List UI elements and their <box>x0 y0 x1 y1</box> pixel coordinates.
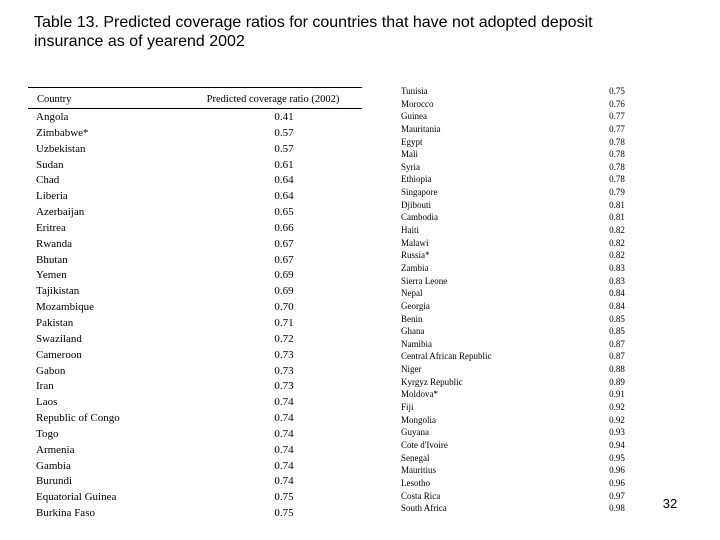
coverage-ratio: 0.85 <box>609 326 625 337</box>
country-name: Cambodia <box>401 212 438 223</box>
country-name: Georgia <box>401 300 430 311</box>
table-row <box>28 173 362 189</box>
country-name: Equatorial Guinea <box>36 491 117 504</box>
coverage-ratio: 0.57 <box>274 142 294 155</box>
coverage-ratio: 0.83 <box>609 262 625 273</box>
table-row <box>28 142 362 158</box>
coverage-ratio: 0.61 <box>274 158 294 171</box>
coverage-ratio: 0.64 <box>274 190 294 203</box>
coverage-ratio: 0.97 <box>609 490 625 501</box>
table-row <box>28 189 362 205</box>
table-row <box>28 316 362 332</box>
country-name: Tunisia <box>401 86 428 96</box>
coverage-ratio: 0.73 <box>274 380 294 393</box>
coverage-ratio: 0.67 <box>274 253 294 266</box>
coverage-ratio: 0.78 <box>609 149 625 160</box>
table-row <box>28 332 362 348</box>
country-name: Sudan <box>36 158 64 171</box>
country-name: Swaziland <box>36 332 82 345</box>
coverage-ratio: 0.93 <box>609 427 625 438</box>
country-name: Morocco <box>401 98 434 109</box>
coverage-ratio: 0.79 <box>609 187 625 198</box>
table-row <box>395 350 635 363</box>
country-name: Uzbekistan <box>36 142 86 155</box>
coverage-ratio: 0.96 <box>609 477 625 488</box>
country-name: Kyrgyz Republic <box>401 376 463 387</box>
table-row <box>395 136 635 149</box>
coverage-ratio: 0.71 <box>274 316 294 329</box>
country-name: Russia* <box>401 250 430 261</box>
coverage-ratio: 0.87 <box>609 338 625 349</box>
table-row <box>28 284 362 300</box>
right-coverage-table <box>395 85 635 520</box>
coverage-ratio: 0.78 <box>609 161 625 172</box>
table-row <box>395 477 635 490</box>
coverage-ratio: 0.74 <box>274 475 294 488</box>
table-row <box>28 253 362 269</box>
table-row <box>28 379 362 395</box>
table-row <box>395 300 635 313</box>
coverage-ratio: 0.89 <box>609 376 625 387</box>
table-row <box>28 237 362 253</box>
coverage-ratio: 0.78 <box>609 136 625 147</box>
table-row <box>395 123 635 136</box>
country-name: Tajikistan <box>36 285 80 298</box>
coverage-ratio: 0.95 <box>609 452 625 463</box>
country-name: Niger <box>401 364 422 375</box>
table-header-rule <box>28 108 362 109</box>
coverage-ratio: 0.74 <box>274 443 294 456</box>
country-name: Rwanda <box>36 237 73 250</box>
table-row <box>395 376 635 389</box>
coverage-ratio: 0.73 <box>274 348 294 361</box>
table-row <box>395 388 635 401</box>
country-name: Mali <box>401 149 418 160</box>
coverage-ratio: 0.70 <box>274 301 294 314</box>
country-name: Pakistan <box>36 316 74 329</box>
table-row <box>28 300 362 316</box>
coverage-ratio: 0.78 <box>609 174 625 185</box>
coverage-ratio: 0.77 <box>609 111 625 122</box>
country-name: South Africa <box>401 503 447 514</box>
country-name: Mozambique <box>36 301 95 314</box>
country-name: Moldova* <box>401 389 438 400</box>
country-name: Syria <box>401 161 420 172</box>
country-name: Burkina Faso <box>36 507 95 520</box>
table-row <box>28 268 362 284</box>
title-line-1: Table 13. Predicted coverage ratios for countries that have not adopted deposit <box>34 14 593 31</box>
country-name: Malawi <box>401 237 429 248</box>
table-row <box>395 426 635 439</box>
coverage-ratio: 0.75 <box>609 86 625 96</box>
coverage-ratio: 0.92 <box>609 402 625 413</box>
table-row <box>395 98 635 111</box>
coverage-ratio: 0.91 <box>609 389 625 400</box>
table-row <box>395 173 635 186</box>
country-name: Ghana <box>401 326 425 337</box>
country-name: Chad <box>36 174 60 187</box>
table-row <box>395 287 635 300</box>
country-name: Benin <box>401 313 423 324</box>
country-name: Burundi <box>36 475 73 488</box>
coverage-ratio: 0.74 <box>274 459 294 472</box>
table-row <box>395 502 635 515</box>
coverage-ratio: 0.84 <box>609 288 625 299</box>
table-row <box>395 262 635 275</box>
country-name: Guyana <box>401 427 429 438</box>
coverage-ratio: 0.66 <box>274 221 294 234</box>
table-row <box>395 452 635 465</box>
country-name: Senegal <box>401 452 430 463</box>
coverage-ratio: 0.83 <box>609 275 625 286</box>
country-name: Togo <box>36 427 59 440</box>
coverage-ratio: 0.94 <box>609 439 625 450</box>
table-row <box>28 506 362 522</box>
table-row <box>28 459 362 475</box>
table-row <box>395 85 635 98</box>
coverage-ratio: 0.87 <box>609 351 625 362</box>
country-name: Lesotho <box>401 477 430 488</box>
table-row <box>395 199 635 212</box>
coverage-ratio: 0.72 <box>274 332 294 345</box>
table-row <box>395 148 635 161</box>
table-row <box>395 161 635 174</box>
country-name: Mongolia <box>401 414 436 425</box>
table-row <box>28 221 362 237</box>
country-name: Singapore <box>401 187 438 198</box>
table-row <box>395 414 635 427</box>
country-name: Republic of Congo <box>36 412 120 425</box>
title-line-2: insurance as of yearend 2002 <box>34 33 245 50</box>
country-name: Cote d'Ivoire <box>401 439 448 450</box>
coverage-ratio: 0.92 <box>609 414 625 425</box>
coverage-ratio: 0.85 <box>609 313 625 324</box>
coverage-ratio: 0.74 <box>274 396 294 409</box>
slide-title <box>34 13 694 51</box>
coverage-ratio: 0.64 <box>274 174 294 187</box>
coverage-ratio: 0.82 <box>609 250 625 261</box>
coverage-ratio: 0.84 <box>609 300 625 311</box>
country-name: Mauritania <box>401 123 441 134</box>
coverage-ratio: 0.81 <box>609 199 625 210</box>
country-name: Namibia <box>401 338 432 349</box>
left-coverage-table <box>28 87 362 522</box>
coverage-ratio: 0.69 <box>274 269 294 282</box>
coverage-ratio: 0.57 <box>274 126 294 139</box>
country-name: Gambia <box>36 459 71 472</box>
table-row <box>28 474 362 490</box>
country-name: Nepal <box>401 288 423 299</box>
table-row <box>28 348 362 364</box>
table-row <box>28 443 362 459</box>
country-name: Djibouti <box>401 199 432 210</box>
coverage-ratio: 0.75 <box>274 507 294 520</box>
coverage-ratio: 0.77 <box>609 123 625 134</box>
table-row <box>28 126 362 142</box>
table-row <box>395 363 635 376</box>
country-name: Guinea <box>401 111 427 122</box>
country-name: Zimbabwe* <box>36 126 89 139</box>
table-row <box>28 395 362 411</box>
table-row <box>28 427 362 443</box>
coverage-ratio: 0.67 <box>274 237 294 250</box>
country-name: Costa Rica <box>401 490 441 501</box>
country-name: Azerbaijan <box>36 206 85 219</box>
country-name: Egypt <box>401 136 423 147</box>
table-row <box>395 439 635 452</box>
coverage-ratio: 0.74 <box>274 427 294 440</box>
country-name: Angola <box>36 111 69 123</box>
country-name: Bhutan <box>36 253 68 266</box>
country-name: Laos <box>36 396 58 409</box>
country-name: Eritrea <box>36 221 66 234</box>
coverage-ratio: 0.81 <box>609 212 625 223</box>
table-row <box>395 237 635 250</box>
country-name: Haiti <box>401 225 419 236</box>
column-header-country: Country <box>37 94 72 105</box>
table-top-rule <box>28 87 362 88</box>
country-name: Mauritius <box>401 465 436 476</box>
coverage-ratio: 0.75 <box>274 491 294 504</box>
left-table-body <box>28 110 362 522</box>
table-row <box>28 158 362 174</box>
coverage-ratio: 0.82 <box>609 237 625 248</box>
country-name: Iran <box>36 380 54 393</box>
coverage-ratio: 0.96 <box>609 465 625 476</box>
table-row <box>395 325 635 338</box>
coverage-ratio: 0.41 <box>274 111 294 123</box>
country-name: Yemen <box>36 269 67 282</box>
country-name: Sierra Leone <box>401 275 448 286</box>
country-name: Armenia <box>36 443 75 456</box>
table-row <box>395 313 635 326</box>
coverage-ratio: 0.73 <box>274 364 294 377</box>
table-row <box>395 401 635 414</box>
table-row <box>395 275 635 288</box>
table-row <box>395 186 635 199</box>
table-row <box>395 490 635 503</box>
right-table-body <box>395 85 635 515</box>
country-name: Liberia <box>36 190 68 203</box>
table-row <box>28 205 362 221</box>
coverage-ratio: 0.88 <box>609 364 625 375</box>
column-header-ratio: Predicted coverage ratio (2002) <box>206 94 340 105</box>
table-row <box>28 490 362 506</box>
coverage-ratio: 0.82 <box>609 225 625 236</box>
country-name: Cameroon <box>36 348 82 361</box>
coverage-ratio: 0.65 <box>274 206 294 219</box>
country-name: Central African Republic <box>401 351 492 362</box>
coverage-ratio: 0.74 <box>274 412 294 425</box>
table-row <box>395 464 635 477</box>
page-number: 32 <box>662 496 678 511</box>
table-row <box>395 249 635 262</box>
country-name: Zambia <box>401 262 429 273</box>
country-name: Ethiopia <box>401 174 432 185</box>
table-row <box>28 110 362 126</box>
coverage-ratio: 0.69 <box>274 285 294 298</box>
coverage-ratio: 0.76 <box>609 98 625 109</box>
country-name: Gabon <box>36 364 66 377</box>
table-row <box>28 411 362 427</box>
table-row <box>395 224 635 237</box>
table-row <box>395 110 635 123</box>
table-row <box>28 364 362 380</box>
table-row <box>395 338 635 351</box>
coverage-ratio: 0.98 <box>609 503 625 514</box>
country-name: Fiji <box>401 402 414 413</box>
table-row <box>395 211 635 224</box>
